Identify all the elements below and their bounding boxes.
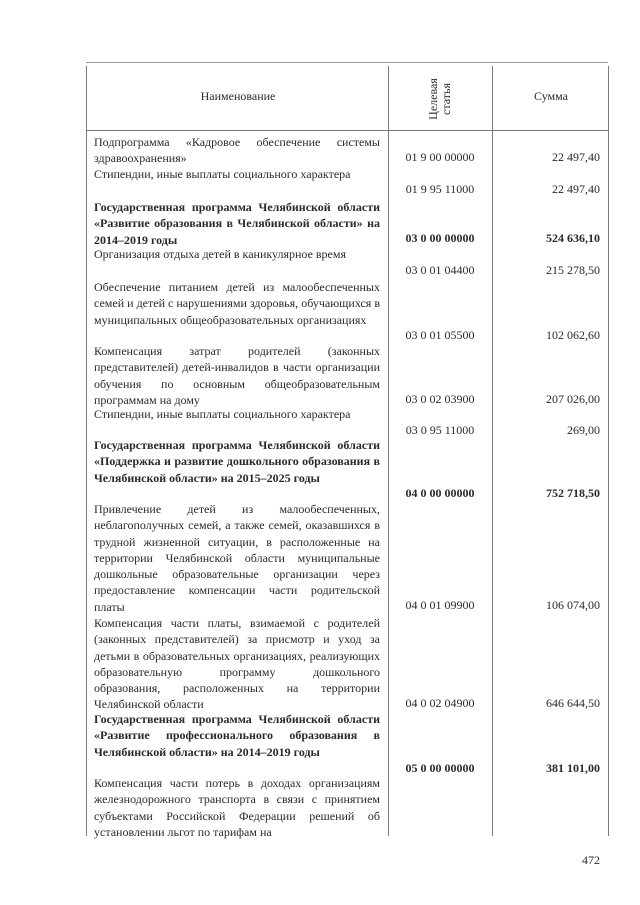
row-code: 04 0 00 00000 [405, 486, 475, 500]
header-bottom-rule [86, 130, 608, 131]
row-name: Государственная программа Челябинской области «Развитие образования в Челябинской области» на 2014–2019 годы [94, 200, 380, 247]
top-rule [86, 62, 608, 63]
row-sum: 646 644,50 [546, 696, 600, 710]
row-code: 03 0 00 00000 [405, 231, 475, 245]
row-sum: 102 062,60 [546, 328, 600, 342]
row-name: Привлечение детей из малообеспеченных, неблагополучных семей, а также семей, оказавшихся в трудной жизненной ситуации, в расположенные на территории Челябинской области муниципальные дошкольные образовательные организации через предоставление компенсации части родительской платы [94, 502, 380, 614]
row-sum: 524 636,10 [546, 231, 600, 245]
row-sum: 381 101,00 [546, 761, 600, 775]
row-name: Компенсация части платы, взимаемой с родителей (законных представителей) за присмотр и уход за детьми в образовательных организациях, реализующих образовательную программу дошкольного образования, расположенных на территории Челябинской области [94, 616, 380, 712]
header-name-column: Наименование [200, 89, 276, 103]
header-code-label: Целевая статья [426, 78, 453, 120]
header-code-column [398, 70, 482, 128]
row-name: Стипендии, иные выплаты социального характера [94, 167, 351, 181]
row-code: 03 0 95 11000 [405, 423, 475, 437]
row-code: 05 0 00 00000 [405, 761, 475, 775]
row-name: Организация отдыха детей в каникулярное время [94, 247, 346, 261]
row-code: 03 0 01 04400 [405, 263, 475, 277]
row-code: 01 9 00 00000 [405, 150, 475, 164]
row-sum: 207 026,00 [546, 392, 600, 406]
page-number: 472 [582, 853, 600, 867]
row-name: Компенсация части потерь в доходах организациям железнодорожного транспорта в связи с принятием субъектами Российской Федерации решений об установлении льгот по тарифам на [94, 776, 380, 839]
row-sum: 22 497,40 [552, 150, 600, 164]
row-sum: 215 278,50 [546, 263, 600, 277]
row-name: Государственная программа Челябинской области «Развитие профессионального образования в Челябинской области» на 2014–2019 годы [94, 712, 380, 759]
row-code: 04 0 02 04900 [405, 696, 475, 710]
row-sum: 269,00 [567, 423, 600, 437]
row-name: Государственная программа Челябинской области «Поддержка и развитие дошкольного образования в Челябинской области» на 2015–2025 годы [94, 438, 380, 485]
row-name: Обеспечение питанием детей из малообеспеченных семей и детей с нарушениями здоровья, обучающихся в муниципальных общеобразовательных организациях [94, 280, 380, 327]
row-name: Стипендии, иные выплаты социального характера [94, 407, 351, 421]
table-border-divider-2 [492, 66, 493, 836]
row-code: 01 9 95 11000 [405, 182, 475, 196]
row-name: Подпрограмма «Кадровое обеспечение системы здравоохранения» [94, 135, 380, 166]
row-code: 03 0 02 03900 [405, 392, 475, 406]
row-sum: 752 718,50 [546, 486, 600, 500]
row-code: 03 0 01 05500 [405, 328, 475, 342]
row-code: 04 0 01 09900 [405, 598, 475, 612]
row-sum: 22 497,40 [552, 182, 600, 196]
table-border-right [608, 66, 609, 836]
header-sum-column: Сумма [534, 89, 568, 103]
row-name: Компенсация затрат родителей (законных представителей) детей-инвалидов в части организации обучения по основным общеобразовательным программам на дому [94, 344, 380, 407]
table-border-divider-1 [388, 66, 389, 836]
row-sum: 106 074,00 [546, 598, 600, 612]
table-border-left [86, 66, 87, 836]
